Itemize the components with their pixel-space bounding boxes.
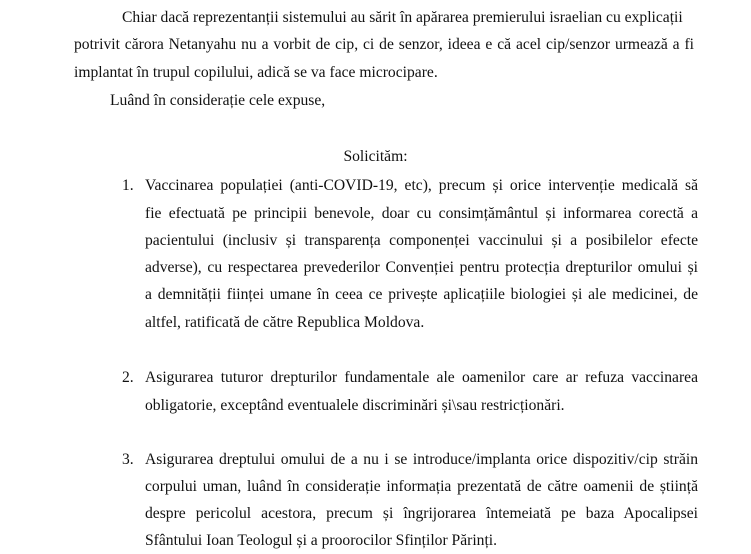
list-item-line: pacientului (inclusiv și transparența componenței vaccinului și a posibilelor efecte [145, 232, 698, 249]
list-item-line: Asigurarea tuturor drepturilor fundamentale ale oamenilor care ar refuza vaccinarea [145, 369, 698, 386]
list-item-line: obligatorie, exceptând eventualele discriminări și\sau restricționări. [145, 397, 565, 414]
list-item-line: fie efectuată pe principii benevole, doar cu consimțământul și informarea corectă a [145, 205, 698, 222]
list-item-line: Asigurarea dreptului omului de a nu i se introduce/implanta orice dispozitiv/cip străin [145, 451, 698, 468]
list-item-number: 1. [122, 177, 134, 194]
intro-paragraph-line: potrivit cărora Netanyahu nu a vorbit de cip, ci de senzor, ideea e că acel cip/senzor urmează a fi [74, 36, 694, 53]
list-item-line: Sfântului Ioan Teologul și a proorocilor Sfinților Părinți. [145, 532, 498, 549]
intro-paragraph-line: implantat în trupul copilului, adică se va face microcipare. [74, 64, 438, 81]
list-item-line: despre pericolul acestora, precum și îngrijorarea întemeiată pe baza Apocalipsei [145, 505, 698, 522]
intro-paragraph-line: Chiar dacă reprezentanții sistemului au sărit în apărarea premierului israelian cu explicații [122, 9, 683, 26]
list-item-line: a demnității ființei umane în ceea ce privește aplicațiile biologiei și ale medicinei, de [145, 286, 698, 303]
list-item-number: 3. [122, 451, 134, 468]
section-heading: Solicităm: [343, 148, 408, 165]
list-item-number: 2. [122, 369, 134, 386]
list-item-line: adverse), cu respectarea prevederilor Convenției pentru protecția drepturilor omului și [145, 259, 698, 276]
list-item-line: altfel, ratificată de către Republica Moldova. [145, 314, 425, 331]
list-item-line: Vaccinarea populației (anti-COVID-19, etc), precum și orice intervenție medicală să [145, 177, 698, 194]
intro-paragraph-2: Luând în considerație cele expuse, [110, 92, 326, 109]
list-item-line: corpului uman, luând în considerație informația prezentată de către oamenii de știință [145, 478, 698, 495]
